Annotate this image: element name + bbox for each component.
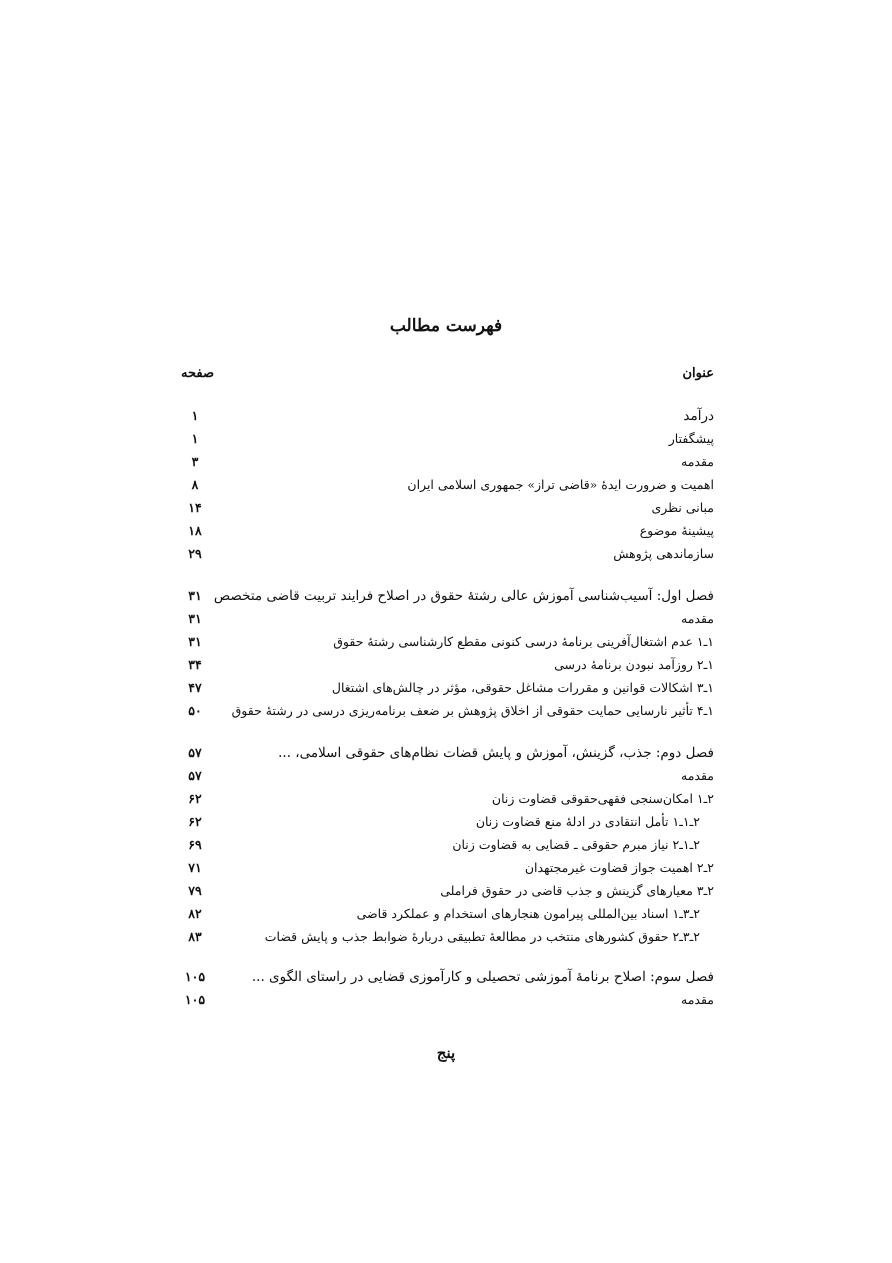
toc-entry-page: ۳۱ (188, 588, 202, 603)
toc-entry-title: ۲ـ۱ـ۱ تأمل انتقادی در ادلهٔ منع قضاوت زنان (475, 814, 700, 829)
toc-entry-page: ۲۹ (188, 546, 202, 561)
toc-entry-title: سازماندهی پژوهش (613, 546, 714, 561)
toc-entry-title: اهمیت و ضرورت ایدهٔ «قاضی تراز» جمهوری اسلامی ایران (407, 477, 714, 492)
toc-entry-page: ۱۸ (188, 523, 202, 538)
toc-entry[interactable] (180, 834, 714, 856)
toc-entry-page: ۵۷ (188, 745, 202, 760)
toc-entry[interactable] (180, 966, 714, 988)
toc-entry[interactable] (180, 543, 714, 565)
toc-entry-title: مقدمه (681, 611, 714, 626)
toc-entry[interactable] (180, 608, 714, 630)
toc-entry-page: ۷۹ (188, 883, 202, 898)
toc-entry-title: فصل دوم: جذب، گزینش، آموزش و پایش قضات نظام‌های حقوقی اسلامی، ... (278, 745, 714, 761)
toc-entry-page: ۶۲ (188, 814, 202, 829)
toc-entry-page: ۸۳ (188, 929, 202, 944)
toc-entry-title: درآمد (683, 408, 714, 424)
toc-entry-page: ۱۴ (188, 500, 202, 515)
toc-entry-title: ۲ـ۲ اهمیت جواز قضاوت غیرمجتهدان (524, 860, 714, 875)
toc-entry-page: ۵۷ (188, 768, 202, 783)
toc-entry-title: ۱ـ۱ عدم اشتغال‌آفرینی برنامهٔ درسی کنونی مقطع کارشناسی رشتهٔ حقوق (333, 634, 714, 649)
toc-entry-title: فصل سوم: اصلاح برنامهٔ آموزشی تحصیلی و کارآموزی قضایی در راستای الگوی ... (251, 969, 714, 985)
toc-entry-title: پیشگفتار (668, 431, 714, 446)
toc-entry[interactable] (180, 654, 714, 676)
toc-entry[interactable] (180, 903, 714, 925)
page-title: فهرست مطالب (389, 316, 503, 336)
toc-entry-page: ۴۷ (188, 680, 202, 695)
toc-entry-title: مقدمه (681, 454, 714, 469)
toc-entry-page: ۱۰۵ (184, 969, 206, 984)
toc-entry[interactable] (180, 677, 714, 699)
toc-entry-page: ۳۱ (188, 634, 202, 649)
toc-entry-page: ۳ (191, 454, 199, 469)
toc-entry-page: ۷۱ (188, 860, 202, 875)
toc-entry[interactable] (180, 742, 714, 764)
toc-entry-title: ۲ـ۳ معیارهای گزینش و جذب قاضی در حقوق فراملی (440, 883, 714, 898)
toc-entry-title: مقدمه (681, 992, 714, 1007)
toc-entry-page: ۶۲ (188, 791, 202, 806)
toc-entry-title: ۲ـ۱ـ۲ نیاز مبرم حقوقی ـ قضایی به قضاوت زنان (452, 837, 700, 852)
title-column-header: عنوان (682, 366, 714, 381)
page-number-footer: پنج (436, 1044, 456, 1062)
toc-entry[interactable] (180, 880, 714, 902)
toc-entry-title: پیشینهٔ موضوع (639, 523, 714, 538)
toc-entry[interactable] (180, 428, 714, 450)
toc-entry-page: ۵۰ (188, 703, 202, 718)
toc-entry[interactable] (180, 474, 714, 496)
toc-entry-page: ۶۹ (188, 837, 202, 852)
toc-entry-title: ۲ـ۱ امکان‌سنجی فقهی‌حقوقی قضاوت زنان (491, 791, 714, 806)
toc-entry[interactable] (180, 857, 714, 879)
toc-entry-title: ۲ـ۳ـ۲ حقوق کشورهای منتخب در مطالعهٔ تطبیقی دربارهٔ ضوابط جذب و پایش قضات (264, 929, 700, 944)
toc-entry-page: ۱۰۵ (184, 992, 206, 1007)
toc-entry[interactable] (180, 405, 714, 427)
toc-entry-page: ۳۴ (188, 657, 202, 672)
toc-entry-title: فصل اول: آسیب‌شناسی آموزش عالی رشتهٔ حقوق در اصلاح فرایند تربیت قاضی متخصص (213, 588, 714, 604)
toc-entry-title: ۲ـ۳ـ۱ اسناد بین‌المللی پیرامون هنجارهای استخدام و عملکرد قاضی (356, 906, 700, 921)
toc-entry[interactable] (180, 926, 714, 948)
toc-entry[interactable] (180, 497, 714, 519)
toc-entry[interactable] (180, 585, 714, 607)
toc-entry-page: ۱ (191, 408, 199, 423)
toc-entry-page: ۸ (191, 477, 199, 492)
toc-entry-page: ۸۲ (188, 906, 202, 921)
toc-entry-title: ۱ـ۳ اشکالات قوانین و مقررات مشاغل حقوقی، مؤثر در چالش‌های اشتغال (331, 680, 714, 695)
toc-entry-page: ۱ (191, 431, 199, 446)
toc-entry[interactable] (180, 520, 714, 542)
toc-entry-title: ۱ـ۲ روزآمد نبودن برنامهٔ درسی (554, 657, 714, 672)
toc-entry[interactable] (180, 451, 714, 473)
toc-entry[interactable] (180, 700, 714, 722)
toc-entry[interactable] (180, 811, 714, 833)
toc-entry[interactable] (180, 788, 714, 810)
toc-entry[interactable] (180, 765, 714, 787)
page-column-header: صفحه (181, 366, 214, 381)
toc-entry[interactable] (180, 631, 714, 653)
toc-entry-title: مقدمه (681, 768, 714, 783)
toc-entry-title: ۱ـ۴ تأثیر نارسایی حمایت حقوقی از اخلاق پژوهش بر ضعف برنامه‌ریزی درسی در رشتهٔ حقوق (231, 703, 714, 718)
toc-entry-page: ۳۱ (188, 611, 202, 626)
toc-entry[interactable] (180, 989, 714, 1011)
toc-entry-title: مبانی نظری (651, 500, 714, 515)
